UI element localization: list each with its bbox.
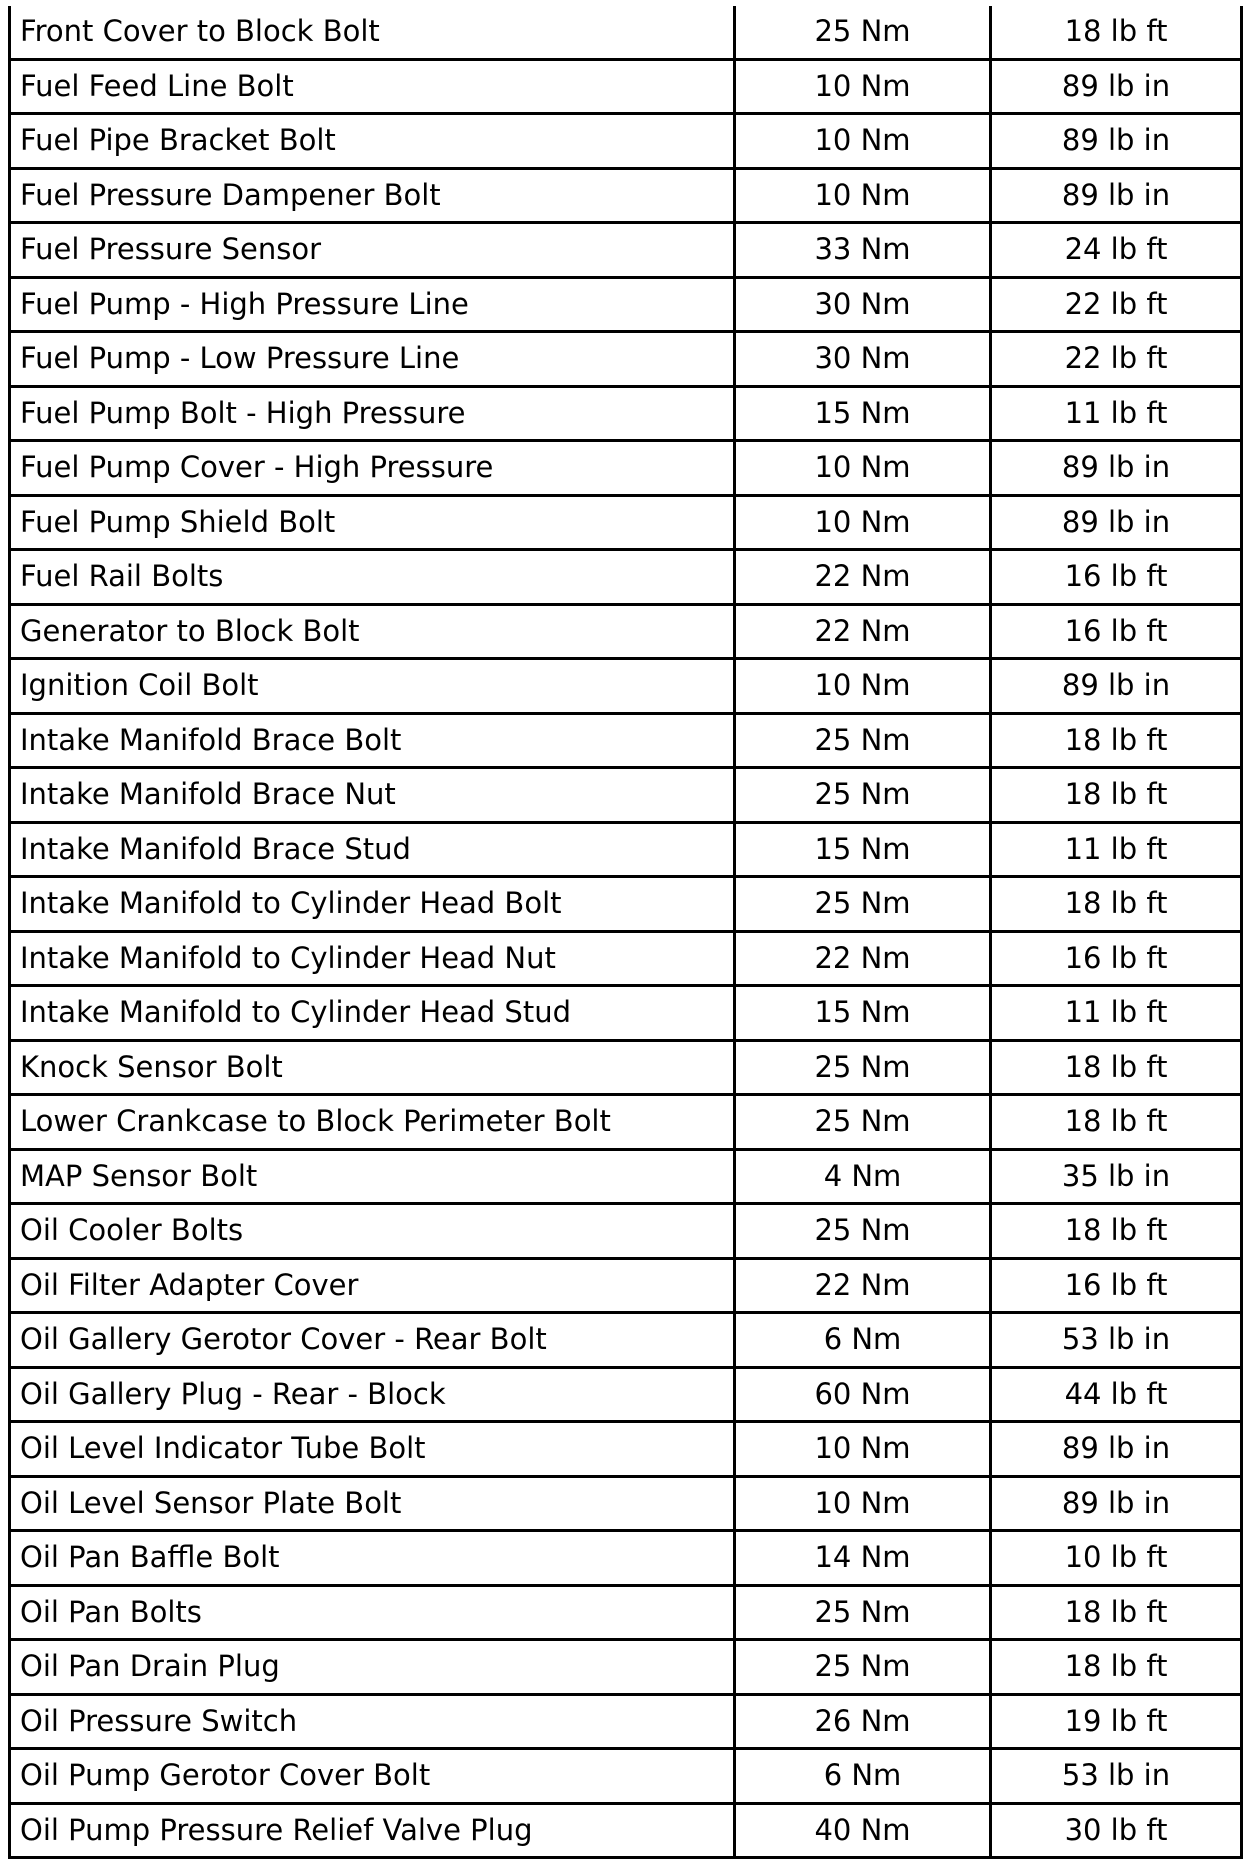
table-row [10,768,1242,823]
english-torque-cell: 16 lb ft [991,550,1242,605]
metric-torque-cell: 30 Nm [735,332,991,387]
english-torque-cell: 19 lb ft [991,1694,1242,1749]
metric-torque-cell: 15 Nm [735,386,991,441]
metric-torque-cell: 25 Nm [735,713,991,768]
table-row [10,1040,1242,1095]
table-row [10,59,1242,114]
component-name-cell: Fuel Pump Shield Bolt [10,495,735,550]
component-name-cell: Fuel Pump - Low Pressure Line [10,332,735,387]
component-name-cell: Oil Filter Adapter Cover [10,1258,735,1313]
component-name-cell: Intake Manifold Brace Stud [10,822,735,877]
table-row [10,1313,1242,1368]
english-torque-cell: 11 lb ft [991,386,1242,441]
table-row [10,1531,1242,1586]
english-torque-cell: 89 lb in [991,1476,1242,1531]
metric-torque-cell: 22 Nm [735,931,991,986]
table-row [10,168,1242,223]
english-torque-cell: 18 lb ft [991,877,1242,932]
metric-torque-cell: 25 Nm [735,877,991,932]
english-torque-cell: 18 lb ft [991,6,1242,59]
metric-torque-cell: 6 Nm [735,1749,991,1804]
component-name-cell: Oil Gallery Gerotor Cover - Rear Bolt [10,1313,735,1368]
metric-torque-cell: 25 Nm [735,768,991,823]
metric-torque-cell: 10 Nm [735,1422,991,1477]
table-row [10,1204,1242,1259]
english-torque-cell: 18 lb ft [991,713,1242,768]
table-row [10,1149,1242,1204]
english-torque-cell: 89 lb in [991,168,1242,223]
component-name-cell: Fuel Pressure Sensor [10,223,735,278]
component-name-cell: Oil Level Sensor Plate Bolt [10,1476,735,1531]
metric-torque-cell: 22 Nm [735,550,991,605]
component-name-cell: MAP Sensor Bolt [10,1149,735,1204]
component-name-cell: Oil Pan Baffle Bolt [10,1531,735,1586]
component-name-cell: Fuel Pump - High Pressure Line [10,277,735,332]
metric-torque-cell: 4 Nm [735,1149,991,1204]
table-row [10,1749,1242,1804]
metric-torque-cell: 10 Nm [735,114,991,169]
component-name-cell: Fuel Pressure Dampener Bolt [10,168,735,223]
component-name-cell: Fuel Feed Line Bolt [10,59,735,114]
component-name-cell: Oil Pan Drain Plug [10,1640,735,1695]
table-row [10,386,1242,441]
torque-spec-table [8,6,1243,1859]
table-row [10,713,1242,768]
component-name-cell: Lower Crankcase to Block Perimeter Bolt [10,1095,735,1150]
metric-torque-cell: 15 Nm [735,822,991,877]
english-torque-cell: 53 lb in [991,1313,1242,1368]
component-name-cell: Fuel Rail Bolts [10,550,735,605]
table-row [10,1585,1242,1640]
english-torque-cell: 18 lb ft [991,1040,1242,1095]
english-torque-cell: 35 lb in [991,1149,1242,1204]
english-torque-cell: 18 lb ft [991,1095,1242,1150]
table-row [10,1476,1242,1531]
component-name-cell: Intake Manifold to Cylinder Head Stud [10,986,735,1041]
metric-torque-cell: 40 Nm [735,1803,991,1858]
component-name-cell: Ignition Coil Bolt [10,659,735,714]
component-name-cell: Generator to Block Bolt [10,604,735,659]
table-row [10,659,1242,714]
english-torque-cell: 11 lb ft [991,822,1242,877]
table-row [10,1367,1242,1422]
metric-torque-cell: 22 Nm [735,1258,991,1313]
component-name-cell: Oil Pump Pressure Relief Valve Plug [10,1803,735,1858]
english-torque-cell: 18 lb ft [991,1204,1242,1259]
table-row [10,332,1242,387]
metric-torque-cell: 25 Nm [735,1040,991,1095]
table-row [10,1422,1242,1477]
metric-torque-cell: 25 Nm [735,1204,991,1259]
table-row [10,986,1242,1041]
english-torque-cell: 89 lb in [991,659,1242,714]
table-row [10,604,1242,659]
metric-torque-cell: 22 Nm [735,604,991,659]
english-torque-cell: 89 lb in [991,495,1242,550]
component-name-cell: Oil Pan Bolts [10,1585,735,1640]
english-torque-cell: 18 lb ft [991,768,1242,823]
table-row [10,1803,1242,1858]
english-torque-cell: 22 lb ft [991,332,1242,387]
metric-torque-cell: 10 Nm [735,168,991,223]
english-torque-cell: 53 lb in [991,1749,1242,1804]
table-row [10,931,1242,986]
component-name-cell: Knock Sensor Bolt [10,1040,735,1095]
component-name-cell: Oil Level Indicator Tube Bolt [10,1422,735,1477]
metric-torque-cell: 15 Nm [735,986,991,1041]
table-row [10,1640,1242,1695]
metric-torque-cell: 25 Nm [735,1095,991,1150]
english-torque-cell: 89 lb in [991,114,1242,169]
metric-torque-cell: 10 Nm [735,441,991,496]
metric-torque-cell: 60 Nm [735,1367,991,1422]
metric-torque-cell: 14 Nm [735,1531,991,1586]
table-row [10,1258,1242,1313]
table-row [10,822,1242,877]
english-torque-cell: 11 lb ft [991,986,1242,1041]
metric-torque-cell: 26 Nm [735,1694,991,1749]
metric-torque-cell: 10 Nm [735,659,991,714]
component-name-cell: Oil Pressure Switch [10,1694,735,1749]
metric-torque-cell: 10 Nm [735,1476,991,1531]
component-name-cell: Oil Gallery Plug - Rear - Block [10,1367,735,1422]
component-name-cell: Intake Manifold to Cylinder Head Bolt [10,877,735,932]
english-torque-cell: 18 lb ft [991,1585,1242,1640]
metric-torque-cell: 6 Nm [735,1313,991,1368]
english-torque-cell: 30 lb ft [991,1803,1242,1858]
component-name-cell: Oil Pump Gerotor Cover Bolt [10,1749,735,1804]
table-row [10,6,1242,59]
component-name-cell: Fuel Pump Cover - High Pressure [10,441,735,496]
metric-torque-cell: 25 Nm [735,1585,991,1640]
english-torque-cell: 16 lb ft [991,1258,1242,1313]
metric-torque-cell: 10 Nm [735,495,991,550]
english-torque-cell: 24 lb ft [991,223,1242,278]
metric-torque-cell: 10 Nm [735,59,991,114]
table-row [10,877,1242,932]
english-torque-cell: 18 lb ft [991,1640,1242,1695]
component-name-cell: Intake Manifold to Cylinder Head Nut [10,931,735,986]
table-row [10,495,1242,550]
metric-torque-cell: 30 Nm [735,277,991,332]
table-row [10,550,1242,605]
component-name-cell: Intake Manifold Brace Nut [10,768,735,823]
table-row [10,1095,1242,1150]
english-torque-cell: 10 lb ft [991,1531,1242,1586]
metric-torque-cell: 25 Nm [735,6,991,59]
english-torque-cell: 89 lb in [991,441,1242,496]
component-name-cell: Intake Manifold Brace Bolt [10,713,735,768]
metric-torque-cell: 25 Nm [735,1640,991,1695]
component-name-cell: Fuel Pipe Bracket Bolt [10,114,735,169]
component-name-cell: Front Cover to Block Bolt [10,6,735,59]
english-torque-cell: 89 lb in [991,59,1242,114]
english-torque-cell: 16 lb ft [991,604,1242,659]
torque-spec-table-body [10,6,1242,1858]
table-row [10,441,1242,496]
table-row [10,1694,1242,1749]
english-torque-cell: 44 lb ft [991,1367,1242,1422]
table-row [10,277,1242,332]
english-torque-cell: 22 lb ft [991,277,1242,332]
metric-torque-cell: 33 Nm [735,223,991,278]
english-torque-cell: 16 lb ft [991,931,1242,986]
table-row [10,223,1242,278]
component-name-cell: Fuel Pump Bolt - High Pressure [10,386,735,441]
table-row [10,114,1242,169]
english-torque-cell: 89 lb in [991,1422,1242,1477]
component-name-cell: Oil Cooler Bolts [10,1204,735,1259]
